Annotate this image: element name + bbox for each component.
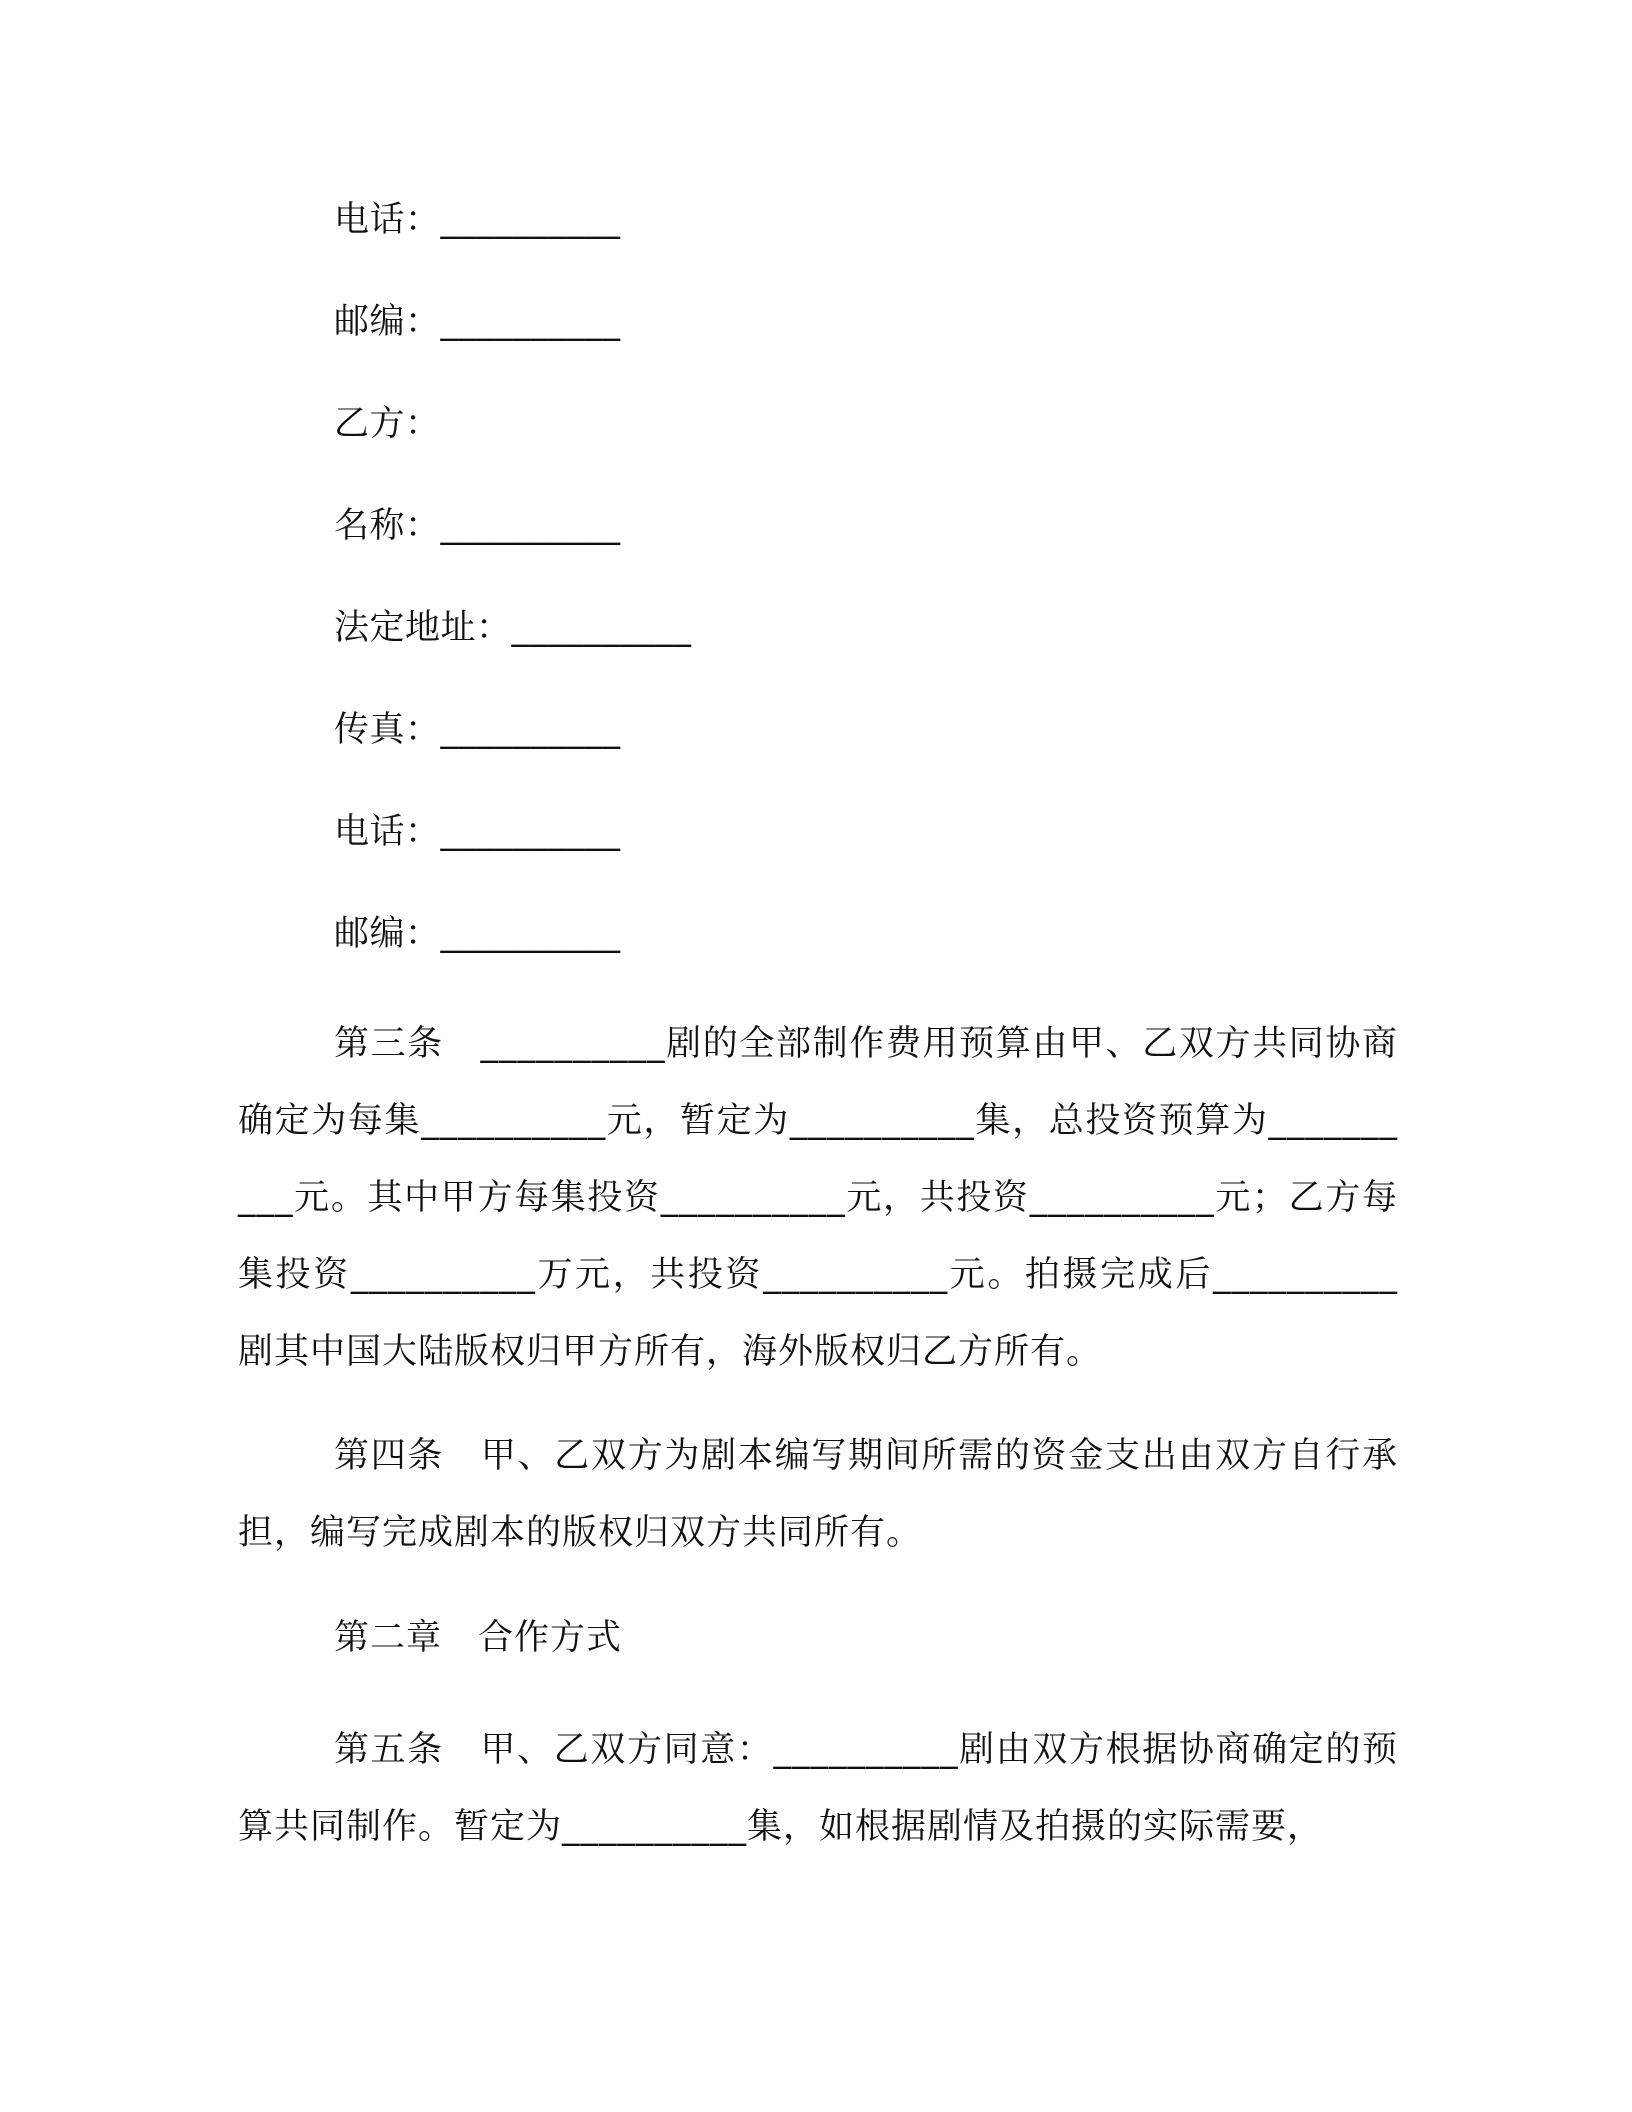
party-a-phone-line: 电话：__________ [334,200,621,240]
article-3-paragraph: 第三条 __________剧的全部制作费用预算由甲、乙双方共同协商确定为每集__________元，暂定为__________集，总投资预算为__________元。其中甲方每集投资__________元，共投资__________元；乙方每集投资__________万元，共投资__________元。拍摄完成后__________剧其中国大陆版权归甲方所有，海外版权归乙方所有。 [238,1024,1398,1372]
party-b-name-line: 名称：__________ [334,506,621,546]
party-a-postcode-line: 邮编：__________ [334,302,621,342]
party-b-address-line: 法定地址：__________ [334,608,692,648]
party-b-postcode-line: 邮编：__________ [334,914,621,954]
party-b-label: 乙方： [334,404,441,444]
chapter-2-heading: 第二章 合作方式 [334,1618,623,1658]
party-b-phone-line: 电话：__________ [334,812,621,852]
article-4-paragraph: 第四条 甲、乙双方为剧本编写期间所需的资金支出由双方自行承担，编写完成剧本的版权归双方共同所有。 [238,1436,1398,1553]
article-5-paragraph: 第五条 甲、乙双方同意：__________剧由双方根据协商确定的预算共同制作。暂定为__________集，如根据剧情及拍摄的实际需要， [238,1730,1398,1847]
party-b-fax-line: 传真：__________ [334,710,621,750]
